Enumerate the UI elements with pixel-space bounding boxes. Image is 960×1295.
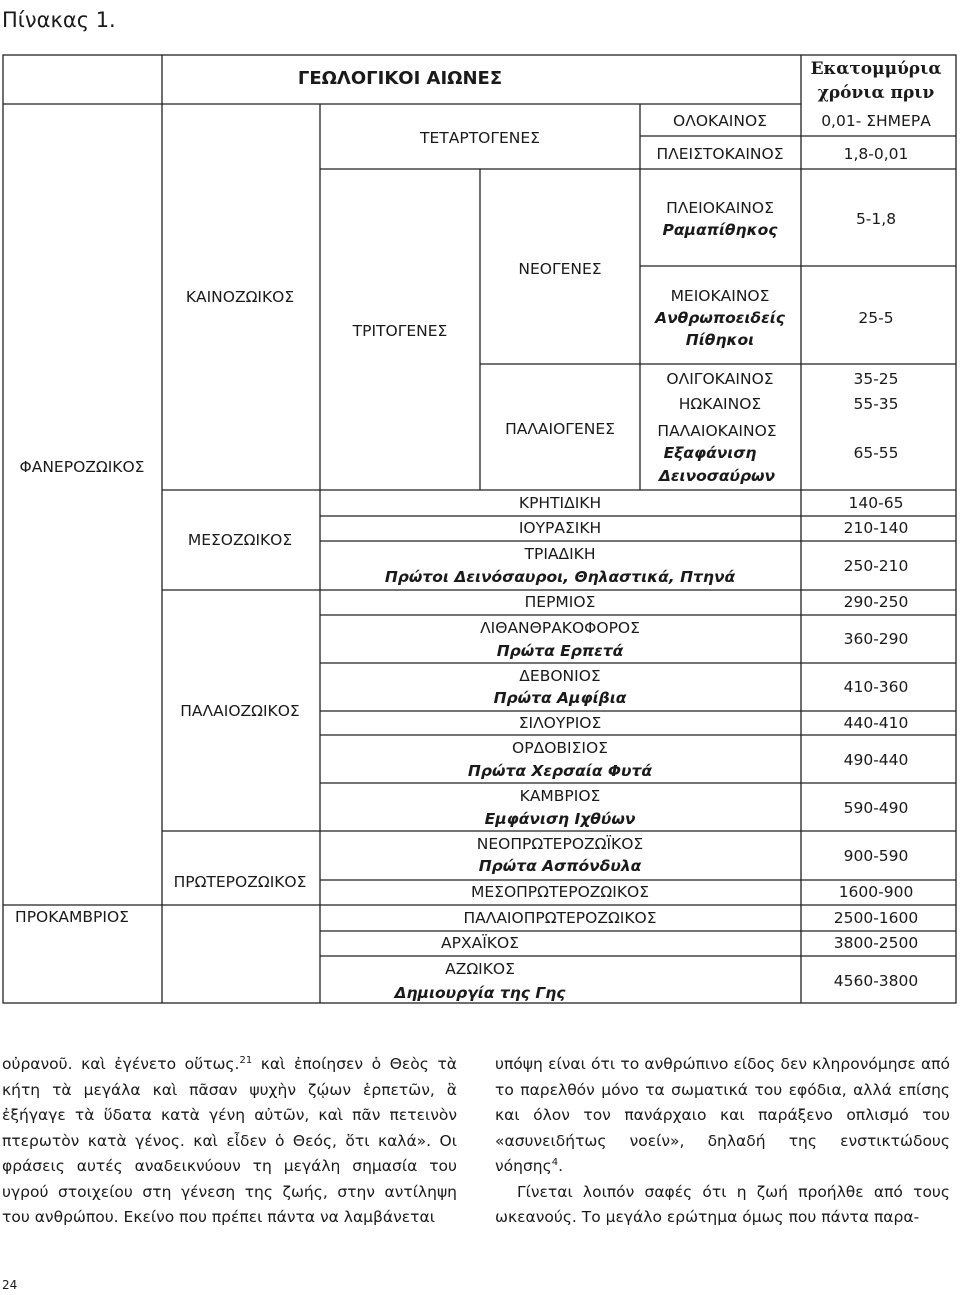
period-paleogene: ΠΑΛΑΙΟΓΕΝΕΣ [505,420,615,438]
mya-azoic: 4560-3800 [833,972,919,990]
eon-precambrian: ΠΡΟΚΑΜΒΡΙΟΣ [15,908,129,926]
header-geological-eons: ΓΕΩΛΟΓΙΚΟΙ ΑΙΩΝΕΣ [297,68,503,89]
eon-archean: ΑΡΧΑΪΚΟΣ [441,934,519,952]
period-neogene: ΝΕΟΓΕΝΕΣ [518,260,602,278]
event-paleocene-1: Εξαφάνιση [663,444,757,462]
epoch-pliocene: ΠΛΕΙΟΚΑΙΝΟΣ [666,199,774,217]
era-mesoproterozoic: ΜΕΣΟΠΡΩΤΕΡΟΖΩΙΚΟΣ [470,883,650,901]
mya-paleoproterozoic: 2500-1600 [833,909,919,927]
eon-phanerozoic: ΦΑΝΕΡΟΖΩΙΚΟΣ [19,458,145,476]
footnote-ref-21: 21 [239,1054,253,1066]
epoch-holocene: ΟΛΟΚΑΙΝΟΣ [673,112,767,130]
event-paleocene-2: Δεινοσαύρων [658,467,776,485]
period-permian: ΠΕΡΜΙΟΣ [524,593,596,611]
mya-pliocene: 5-1,8 [855,210,897,228]
era-cenozoic: ΚΑΙΝΟΖΩΙΚΟΣ [185,288,295,306]
event-azoic: Δημιουργία της Γης [394,984,566,1002]
mya-carboniferous: 360-290 [843,630,909,648]
period-carboniferous: ΛΙΘΑΝΘΡΑΚΟΦΟΡΟΣ [480,619,640,637]
period-ordovician: ΟΡΔΟΒΙΣΙΟΣ [512,739,608,757]
era-paleozoic: ΠΑΛΑΙΟΖΩΙΚΟΣ [180,702,300,720]
mya-neoproterozoic: 900-590 [843,847,909,865]
era-mesozoic: ΜΕΣΟΖΩΙΚΟΣ [187,531,293,549]
epoch-eocene: ΗΩΚΑΙΝΟΣ [678,395,762,413]
right-paragraph-2: Γίνεται λοιπόν σαφές ότι η ζωή προήλθε από τους ωκεανούς. Το μεγάλο ερώτημα όμως που πάντα παρα- [495,1182,950,1226]
mya-holocene: 0,01- ΣΗΜΕΡΑ [821,112,931,130]
event-carboniferous: Πρώτα Ερπετά [496,642,624,660]
header-mya-line1: Εκατομμύρια [810,59,942,79]
event-cambrian: Εμφάνιση Ιχθύων [484,810,636,828]
mya-triassic: 250-210 [843,557,909,575]
period-triassic: ΤΡΙΑΔΙΚΗ [524,545,596,563]
mya-cambrian: 590-490 [843,799,909,817]
mya-eocene: 55-35 [853,395,899,413]
mya-ordovician: 490-440 [843,751,909,769]
mya-archean: 3800-2500 [833,934,919,952]
event-ordovician: Πρώτα Χερσαία Φυτά [467,762,653,780]
period-tertiary: ΤΡΙΤΟΓΕΝΕΣ [352,322,448,340]
epoch-oligocene: ΟΛΙΓΟΚΑΙΝΟΣ [666,370,774,388]
era-neoproterozoic: ΝΕΟΠΡΩΤΕΡΟΖΩΪΚΟΣ [476,835,644,853]
table-caption: Πίνακας 1. [2,8,116,32]
left-paragraph: οὐρανοῦ. καὶ ἐγένετο οὕτως.$^{21}$ καὶ ἐποίησεν ὁ Θεὸς τὰ κήτη τὰ μεγάλα καὶ πᾶσαν ψυχὴν ζῴων ἑρπετῶν, ἃ ἐξήγαγε τὰ ὕδατα κατὰ γένη αὐτῶν, καὶ πᾶν πετεινὸν πτερωτὸν κατὰ γένος. καὶ εἶδεν ὁ Θεός, ὅτι καλά». Οι φράσεις αυτές αναδεικνύουν τη μεγάλη σημασία του υγρού στοιχείου στη γένεση της ζωής, στην αντίληψη του ανθρώπου. Εκείνο που πρέπει πάντα να λαμβάνεται [2,1054,457,1226]
mya-miocene: 25-5 [858,309,894,327]
mya-oligocene: 35-25 [853,370,899,388]
epoch-miocene: ΜΕΙΟΚΑΙΝΟΣ [670,287,770,305]
mya-cretaceous: 140-65 [848,494,904,512]
era-proterozoic: ΠΡΩΤΕΡΟΖΩΙΚΟΣ [173,873,307,891]
event-miocene-2: Πίθηκοι [685,331,755,349]
period-jurassic: ΙΟΥΡΑΣΙΚΗ [518,519,602,537]
mya-permian: 290-250 [843,593,909,611]
event-triassic: Πρώτοι Δεινόσαυροι, Θηλαστικά, Πτηνά [384,568,736,586]
page-number: 24 [2,1278,18,1292]
right-paragraph-1: υπόψη είναι ότι το ανθρώπινο είδος δεν κληρονόμησε από το παρελθόν μόνο τα σωματικά του εφόδια, αλλά επίσης και όλον τον πανάρχαιο και παράξενο οπλισμό του «ασυνειδήτως νοείν», δηλαδή της ενστικτώδους νόησης$^4$. [495,1055,950,1175]
period-devonian: ΔΕΒΟΝΙΟΣ [519,667,601,685]
mya-devonian: 410-360 [843,678,909,696]
eon-azoic: ΑΖΩΙΚΟΣ [445,960,515,978]
mya-silurian: 440-410 [843,714,909,732]
mya-paleocene: 65-55 [853,444,899,462]
mya-jurassic: 210-140 [843,519,909,537]
period-silurian: ΣΙΛΟΥΡΙΟΣ [518,714,602,732]
footnote-ref-4: 4 [551,1156,559,1168]
epoch-pleistocene: ΠΛΕΙΣΤΟΚΑΙΝΟΣ [656,145,784,163]
header-mya-line2: χρόνια πριν [817,83,935,103]
period-cambrian: ΚΑΜΒΡΙΟΣ [519,787,601,805]
mya-pleistocene: 1,8-0,01 [843,145,909,163]
left-text-column [2,1052,457,1231]
event-pliocene: Ραμαπίθηκος [662,221,778,239]
right-text-column [495,1052,950,1231]
event-miocene-1: Ανθρωποειδείς [655,309,785,327]
period-cretaceous: ΚΡΗΤΙΔΙΚΗ [518,494,602,512]
event-neoproterozoic: Πρώτα Ασπόνδυλα [478,857,642,875]
event-devonian: Πρώτα Αμφίβια [493,689,627,707]
era-paleoproterozoic: ΠΑΛΑΙΟΠΡΩΤΕΡΟΖΩΙΚΟΣ [463,909,657,927]
period-quaternary: ΤΕΤΑΡΤΟΓΕΝΕΣ [420,129,540,147]
mya-mesoproterozoic: 1600-900 [838,883,914,901]
epoch-paleocene: ΠΑΛΑΙΟΚΑΙΝΟΣ [657,422,777,440]
